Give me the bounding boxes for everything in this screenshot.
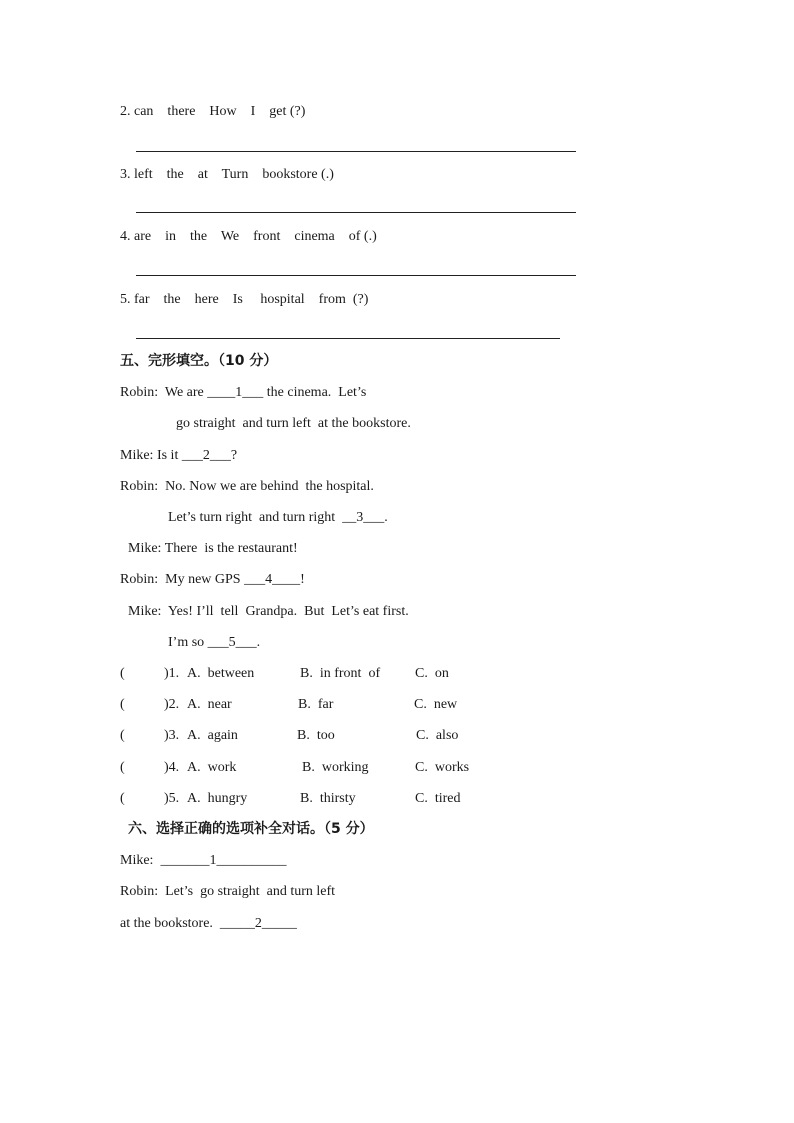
option-number: )5. xyxy=(164,791,180,806)
cloze-line-3: Mike: Is it ___2___? xyxy=(120,448,238,463)
reorder-item-4: 4. are in the We front cinema of (.) xyxy=(120,229,377,244)
cloze-line-4: Robin: No. Now we are behind the hospital. xyxy=(120,479,374,494)
cloze-line-1: Robin: We are ____1___ the cinema. Let’s xyxy=(120,385,367,400)
dialogue-line-3: at the bookstore. _____2_____ xyxy=(120,916,297,931)
option-number: )1. xyxy=(164,666,180,681)
reorder-item-5: 5. far the here Is hospital from (?) xyxy=(120,292,369,307)
option-b[interactable]: B. working xyxy=(302,760,369,775)
answer-paren[interactable]: ( xyxy=(120,791,125,806)
answer-line-4[interactable] xyxy=(136,275,576,276)
option-a[interactable]: A. work xyxy=(187,760,237,775)
cloze-line-8: Mike: Yes! I’ll tell Grandpa. But Let’s eat first. xyxy=(128,604,409,619)
option-number: )2. xyxy=(164,697,180,712)
option-a[interactable]: A. between xyxy=(187,666,255,681)
cloze-line-5: Let’s turn right and turn right __3___. xyxy=(168,510,388,525)
option-c[interactable]: C. works xyxy=(415,760,470,775)
option-number: )3. xyxy=(164,728,180,743)
option-c[interactable]: C. tired xyxy=(415,791,461,806)
answer-paren[interactable]: ( xyxy=(120,728,125,743)
option-c[interactable]: C. also xyxy=(416,728,459,743)
cloze-line-7: Robin: My new GPS ___4____! xyxy=(120,572,305,587)
option-number: )4. xyxy=(164,760,180,775)
option-a[interactable]: A. again xyxy=(187,728,238,743)
reorder-item-3: 3. left the at Turn bookstore (.) xyxy=(120,167,334,182)
dialogue-heading: 六、选择正确的选项补全对话。（5 分） xyxy=(128,821,374,837)
dialogue-line-2: Robin: Let’s go straight and turn left xyxy=(120,884,336,899)
answer-line-3[interactable] xyxy=(136,212,576,213)
cloze-heading: 五、完形填空。（10 分） xyxy=(120,353,278,369)
option-b[interactable]: B. thirsty xyxy=(300,791,356,806)
option-b[interactable]: B. in front of xyxy=(300,666,381,681)
option-b[interactable]: B. too xyxy=(297,728,335,743)
cloze-line-9: I’m so ___5___. xyxy=(168,635,261,650)
answer-paren[interactable]: ( xyxy=(120,697,125,712)
answer-line-2[interactable] xyxy=(136,151,576,152)
option-b[interactable]: B. far xyxy=(298,697,334,712)
option-a[interactable]: A. hungry xyxy=(187,791,248,806)
option-a[interactable]: A. near xyxy=(187,697,232,712)
cloze-line-6: Mike: There is the restaurant! xyxy=(128,541,298,556)
answer-paren[interactable]: ( xyxy=(120,666,125,681)
dialogue-line-1: Mike: _______1__________ xyxy=(120,853,287,868)
cloze-line-2: go straight and turn left at the bookstore. xyxy=(176,416,411,431)
option-c[interactable]: C. new xyxy=(414,697,458,712)
answer-paren[interactable]: ( xyxy=(120,760,125,775)
reorder-item-2: 2. can there How I get (?) xyxy=(120,104,306,119)
option-c[interactable]: C. on xyxy=(415,666,449,681)
answer-line-5[interactable] xyxy=(136,338,560,339)
